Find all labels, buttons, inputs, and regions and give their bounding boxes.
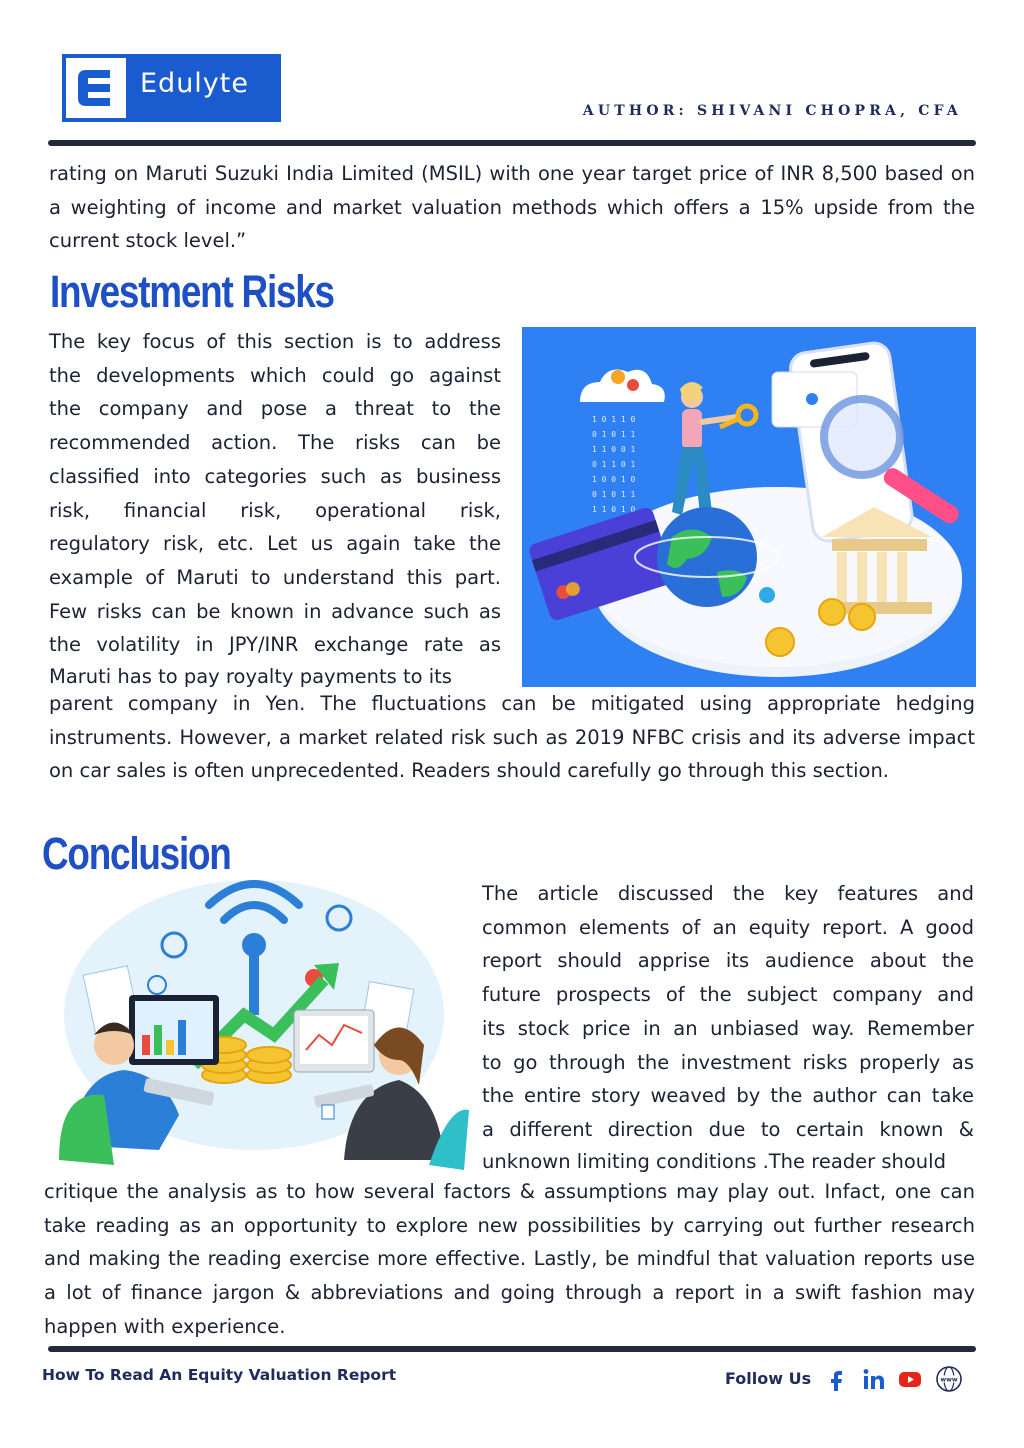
intro-paragraph: rating on Maruti Suzuki India Limited (MSIL) with one year target price of INR 8,500 based on a weighting of income and market valuation methods which offers a 15% upside from the current stock level.”	[49, 162, 975, 253]
footer-title: How To Read An Equity Valuation Report	[42, 1366, 397, 1384]
conclusion-last-line: unknown limiting conditions .The reader should	[482, 1149, 946, 1173]
svg-text:1 1 0 1 0: 1 1 0 1 0	[592, 505, 636, 514]
conclusion-illustration	[44, 875, 474, 1170]
svg-text:0 1 0 1 1: 0 1 0 1 1	[592, 430, 636, 439]
website-icon[interactable]	[935, 1365, 963, 1393]
conclusion-text-line: future prospects of the subject company and	[482, 983, 974, 1007]
conclusion-text-line: the entire story weaved by the author can take	[482, 1084, 974, 1108]
risks-text-line: the company and pose a threat to the	[49, 397, 501, 421]
svg-text:1 0 0 1 0: 1 0 0 1 0	[592, 475, 636, 484]
risks-text-line: recommended action. The risks can be	[49, 431, 501, 455]
follow-us-label: Follow Us	[725, 1369, 812, 1388]
conclusion-text-line: its stock price in an unbiased way. Remember	[482, 1016, 974, 1040]
risks-text-line: classified into categories such as business	[49, 464, 501, 488]
conclusion-text-line: common elements of an equity report. A good	[482, 915, 974, 939]
footer-divider	[48, 1346, 976, 1352]
linkedin-icon[interactable]	[862, 1367, 886, 1391]
svg-text:1 0 1 1 0: 1 0 1 1 0	[592, 415, 636, 424]
conclusion-continuation: critique the analysis as to how several factors & assumptions may play out. Infact, one can take reading as an opportunity to explore new possibilities by carrying out further research and making the reading exercise more effective. Lastly, be mindful that valuation reports use a lot of finance jargon & abbreviations and going through a report in a swift fashion may happen with experience.	[44, 1180, 975, 1338]
risks-text-line: the volatility in JPY/INR exchange rate as	[49, 633, 501, 657]
risks-text-line: The key focus of this section is to address	[49, 330, 501, 353]
investment-risks-heading: Investment Risks	[50, 266, 334, 317]
conclusion-text-line: report should apprise its audience about the	[482, 949, 974, 973]
risks-text-column	[49, 325, 501, 690]
website-icon-text: www	[940, 1376, 958, 1384]
risks-continuation: parent company in Yen. The fluctuations can be mitigated using appropriate hedging instruments. However, a market related risk such as 2019 NFBC crisis and its adverse impact on car sales is often unprecedented. Readers should carefully go through this section.	[49, 692, 975, 783]
brand-name: Edulyte	[140, 68, 249, 99]
risks-last-line: Maruti has to pay royalty payments to its	[49, 665, 452, 689]
header-divider	[48, 140, 976, 146]
conclusion-text-column	[482, 877, 974, 1175]
risks-text-line: the developments which could go against	[49, 363, 501, 387]
svg-text:1 1 0 0 1: 1 1 0 0 1	[592, 445, 636, 454]
conclusion-text-line: a different direction due to certain known &	[482, 1117, 974, 1141]
risks-text-line: Few risks can be known in advance such as	[49, 599, 501, 623]
risks-text-line: risk, financial risk, operational risk,	[49, 498, 501, 522]
svg-text:0 1 1 0 1: 0 1 1 0 1	[592, 460, 636, 469]
facebook-icon[interactable]	[825, 1367, 849, 1391]
risks-text-line: regulatory risk, etc. Let us again take the	[49, 532, 501, 556]
conclusion-heading: Conclusion	[42, 828, 231, 879]
risks-text-line: example of Maruti to understand this part.	[49, 565, 501, 589]
conclusion-text-line: The article discussed the key features and	[482, 882, 974, 905]
conclusion-text-line: to go through the investment risks properly as	[482, 1050, 974, 1074]
logo-mark	[66, 58, 126, 118]
author-line: AUTHOR: SHIVANI CHOPRA, CFA	[582, 103, 962, 119]
edulyte-logo	[62, 54, 281, 122]
youtube-icon[interactable]	[898, 1367, 922, 1391]
svg-text:0 1 0 1 1: 0 1 0 1 1	[592, 490, 636, 499]
investment-risks-illustration	[522, 327, 976, 687]
